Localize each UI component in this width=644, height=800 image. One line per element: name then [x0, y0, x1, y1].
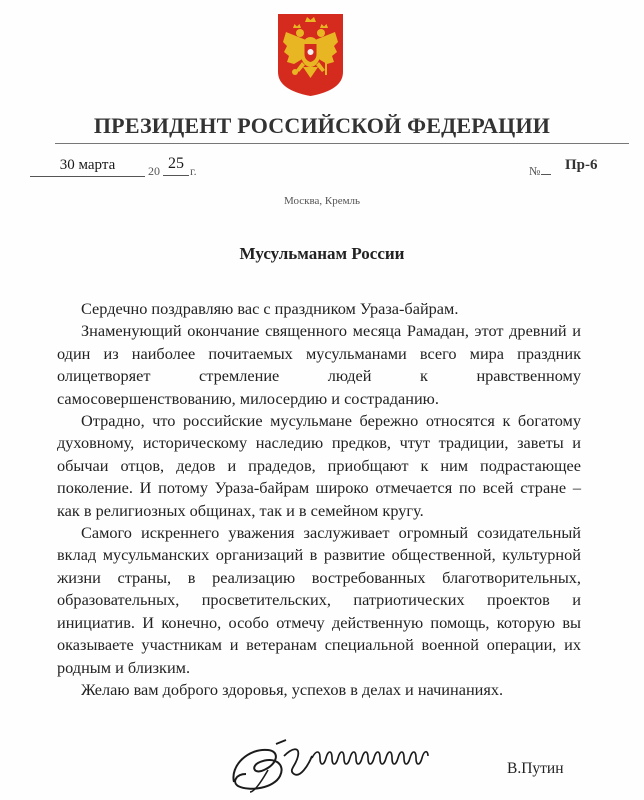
signer-name: В.Путин: [507, 760, 564, 777]
paragraph-greeting: Сердечно поздравляю вас с праздником Ураза-байрам.: [81, 299, 459, 318]
document-number-label: №: [529, 164, 541, 178]
paragraph-wishes: Желаю вам доброго здоровья, успехов в делах и начинаниях.: [81, 679, 504, 699]
date-year: 25: [163, 155, 189, 176]
paragraph-ramadan: Знаменующий окончание священного месяца Рамадан, этот древний и один из наиболее почитаемых мусульманами всего мира праздник олицетворяет стремление людей к нравственному самосовершенствованию, милосердию и состраданию.: [57, 321, 581, 408]
paragraph-heritage: Отрадно, что российские мусульмане бережно относятся к богатому духовному, историческому наследию предков, чтут традиции, заветы и обычаи отцов, дедов и прадедов, приобщают к ним подрастающее поколение. И потому Ураза-байрам широко отмечается по всей стране – как в религиозных общинах, так и в семейном кругу.: [57, 411, 581, 520]
russian-coat-of-arms-icon: [276, 12, 345, 98]
date-number-row: [0, 150, 644, 186]
handwritten-signature: [228, 736, 443, 794]
paragraph-contribution: Самого искреннего уважения заслуживает огромный созидательный вклад мусульманских организаций в развитие общественной, культурной жизни страны, в реализацию востребованных благотворительных, образовательных, просветительских, патриотических проектов и инициатив. И конечно, особо отмечу действенную помощь, которую вы оказываете участникам и ветеранам специальной военной операции, их родным и близким.: [57, 523, 581, 677]
issuer-title: ПРЕЗИДЕНТ РОССИЙСКОЙ ФЕДЕРАЦИИ: [93, 113, 551, 138]
date-century: 20: [148, 164, 160, 178]
letter-title: Мусульманам России: [239, 244, 405, 263]
date-year-suffix: г.: [190, 164, 197, 178]
letter-body: [57, 298, 581, 701]
header-divider: [55, 143, 629, 144]
issue-place: Москва, Кремль: [283, 195, 361, 207]
document-number-line: [541, 174, 551, 175]
document-number: Пр-6: [565, 157, 598, 173]
date-day-month: 30 марта: [30, 157, 145, 177]
